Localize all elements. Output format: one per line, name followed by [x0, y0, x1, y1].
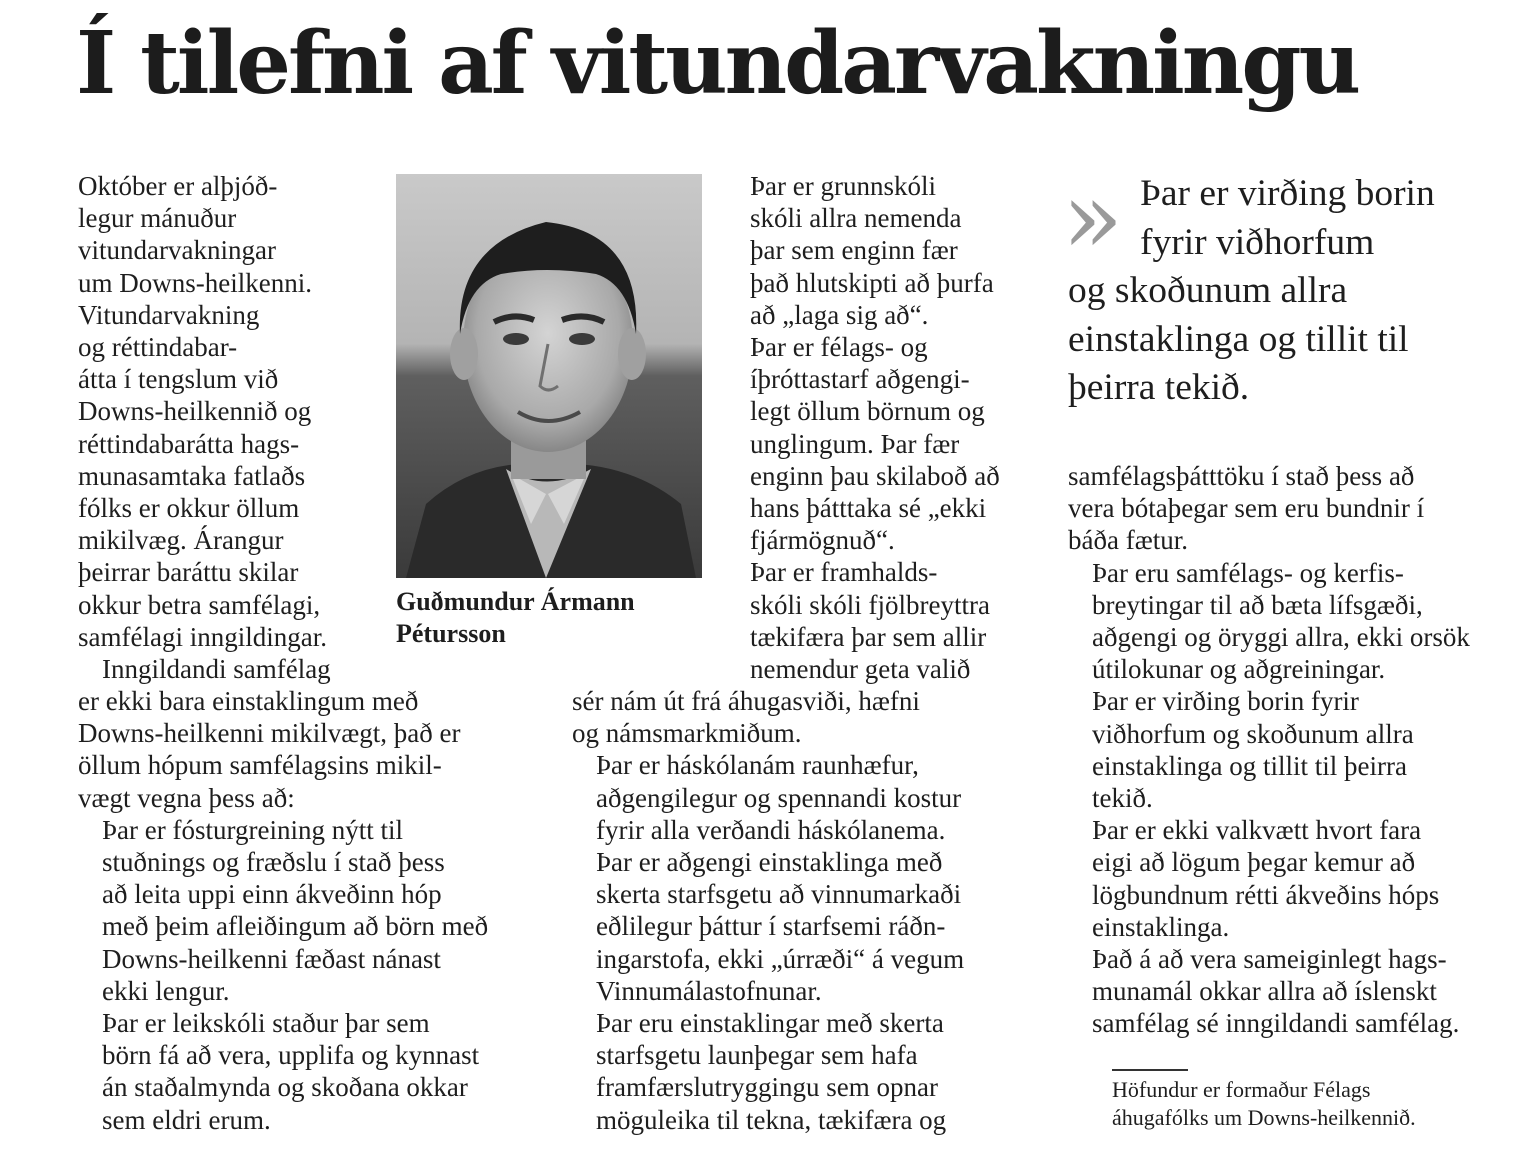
text-line: möguleika til tekna, tækifæra og	[596, 1104, 947, 1135]
text-line: um Downs-heilkenni.	[78, 267, 312, 298]
paragraph	[78, 814, 548, 1007]
text-line: framfærslutryggingu sem opnar	[596, 1072, 938, 1103]
paragraph	[1068, 943, 1528, 1040]
text-line: lögbundnum rétti ákveðins hóps	[1092, 879, 1440, 910]
text-line: unglingum. Þar fær	[750, 428, 960, 459]
column1-intro	[78, 170, 378, 685]
text-line: Október er alþjóð-	[78, 171, 278, 201]
paragraph	[78, 685, 548, 814]
paragraph	[726, 556, 1046, 685]
text-line: án staðalmynda og skoðana okkar	[102, 1072, 468, 1103]
text-line: Þar er virðing borin fyrir	[1092, 686, 1359, 717]
text-line: samfélagsþátttöku í stað þess að	[1068, 461, 1415, 491]
text-line: sér nám út frá áhugasviði, hæfni	[572, 686, 920, 716]
paragraph	[1068, 460, 1528, 557]
text-line: Þar eru einstaklingar með skerta	[596, 1008, 944, 1039]
text-line: mikilvæg. Árangur	[78, 525, 284, 556]
text-line: eigi að lögum þegar kemur að	[1092, 847, 1416, 878]
paragraph	[726, 331, 1046, 556]
text-line: stuðnings og fræðslu í stað þess	[102, 847, 445, 878]
text-line: nemendur geta valið	[750, 654, 971, 685]
text-line: Þar er félags- og	[750, 332, 928, 363]
text-line: og námsmarkmiðum.	[572, 718, 802, 749]
text-line: ingarstofa, ekki „úrræði“ á vegum	[596, 943, 965, 974]
text-line: öllum hópum samfélagsins mikil-	[78, 750, 442, 781]
paragraph	[78, 653, 378, 685]
text-line: tækifæra þar sem allir	[750, 621, 987, 652]
text-line: börn fá að vera, upplifa og kynnast	[102, 1040, 480, 1071]
text-line: að „laga sig að“.	[750, 299, 929, 330]
headline: Í tilefni af vitundarvakningu	[76, 13, 1358, 114]
caption-line: Pétursson	[396, 619, 506, 648]
quote-mark-icon: »	[1062, 159, 1102, 276]
text-line: fyrir alla verðandi háskólanema.	[596, 814, 946, 845]
text-line: átta í tengslum við	[78, 364, 279, 395]
text-line: Þar er ekki valkvætt hvort fara	[1092, 815, 1422, 846]
text-line: Þar eru samfélags- og kerfis-	[1092, 557, 1404, 588]
paragraph	[1068, 557, 1528, 686]
text-line: samfélag sé inngildandi samfélag.	[1092, 1008, 1460, 1039]
text-line: Vitundarvakning	[78, 299, 260, 330]
text-line: hans þátttaka sé „ekki	[750, 493, 987, 524]
text-line: legt öllum börnum og	[750, 396, 985, 427]
paragraph	[572, 685, 1042, 749]
text-line: Inngildandi samfélag	[102, 654, 331, 685]
signature-divider	[1112, 1069, 1188, 1071]
text-line: Þar er fósturgreining nýtt til	[102, 814, 403, 845]
paragraph	[572, 749, 1042, 846]
text-line: þeirrar baráttu skilar	[78, 557, 299, 588]
caption-line: Guðmundur Ármann	[396, 587, 635, 616]
text-line: Þar er háskólanám raunhæfur,	[596, 750, 919, 781]
pull-quote-line: Þar er virðing borin	[1140, 173, 1435, 214]
pull-quote-line: einstaklinga og tillit til	[1068, 318, 1409, 360]
paragraph	[78, 1007, 548, 1136]
signature-line: Höfundur er formaður Félags	[1112, 1077, 1371, 1102]
text-line: Það á að vera sameiginlegt hags-	[1092, 944, 1447, 975]
text-line: skerta starfsgetu að vinnumarkaði	[596, 879, 962, 910]
column1-body	[78, 685, 548, 1136]
text-line: Þar er leikskóli staður þar sem	[102, 1008, 430, 1039]
text-line: Þar er framhalds-	[750, 557, 938, 588]
text-line: fjármögnuð“.	[750, 525, 895, 556]
author-caption	[396, 586, 716, 650]
paragraph	[1068, 685, 1528, 814]
paragraph	[572, 1007, 1042, 1136]
text-line: samfélagi inngildingar.	[78, 621, 327, 652]
text-line: að leita uppi einn ákveðinn hóp	[102, 879, 442, 910]
text-line: skóli allra nemenda	[750, 203, 962, 234]
author-photo	[396, 174, 702, 578]
text-line: útilokunar og aðgreiningar.	[1092, 654, 1386, 685]
text-line: viðhorfum og skoðunum allra	[1092, 718, 1414, 749]
text-line: munasamtaka fatlaðs	[78, 460, 306, 491]
text-line: sem eldri erum.	[102, 1104, 271, 1135]
text-line: ekki lengur.	[102, 975, 230, 1006]
text-line: Downs-heilkennið og	[78, 396, 312, 427]
text-line: starfsgetu launþegar sem hafa	[596, 1040, 918, 1071]
text-line: fólks er okkur öllum	[78, 493, 300, 524]
pull-quote	[1068, 170, 1528, 413]
text-line: vera bótaþegar sem eru bundnir í	[1068, 493, 1425, 524]
pull-quote-line: þeirra tekið.	[1068, 367, 1250, 408]
author-portrait-image	[396, 174, 702, 578]
text-line: Þar er aðgengi einstaklinga með	[596, 847, 943, 878]
text-line: þar sem enginn fær	[750, 235, 958, 266]
text-line: er ekki bara einstaklingum með	[78, 686, 419, 716]
paragraph	[1068, 814, 1528, 943]
text-line: breytingar til að bæta lífsgæði,	[1092, 589, 1423, 620]
text-line: munamál okkar allra að íslenskt	[1092, 976, 1437, 1007]
text-line: það hlutskipti að þurfa	[750, 267, 994, 298]
author-signature	[1112, 1076, 1532, 1132]
paragraph	[78, 170, 378, 653]
text-line: Vinnumálastofnunar.	[596, 975, 822, 1006]
text-line: með þeim afleiðingum að börn með	[102, 911, 489, 942]
text-line: tekið.	[1092, 783, 1153, 814]
text-line: aðgengi og öryggi allra, ekki orsök	[1092, 622, 1470, 653]
text-line: vitundarvakningar	[78, 235, 276, 266]
text-line: vægt vegna þess að:	[78, 782, 295, 813]
text-line: Þar er grunnskóli	[750, 171, 936, 201]
text-line: og réttindabar-	[78, 332, 238, 363]
text-line: Downs-heilkenni mikilvægt, það er	[78, 718, 461, 749]
paragraph	[572, 846, 1042, 1007]
column3-body	[1068, 460, 1528, 1040]
text-line: einstaklinga og tillit til þeirra	[1092, 750, 1407, 781]
paragraph	[726, 170, 1046, 331]
text-line: enginn þau skilaboð að	[750, 460, 1000, 491]
text-line: Downs-heilkenni fæðast nánast	[102, 943, 441, 974]
text-line: einstaklinga.	[1092, 911, 1230, 942]
text-line: báða fætur.	[1068, 525, 1188, 556]
text-line: íþróttastarf aðgengi-	[750, 364, 970, 395]
text-line: skóli skóli fjölbreyttra	[750, 589, 990, 620]
text-line: okkur betra samfélagi,	[78, 589, 321, 620]
pull-quote-line: fyrir viðhorfum	[1140, 221, 1375, 263]
signature-line: áhugafólks um Downs-heilkennið.	[1112, 1105, 1416, 1130]
text-line: réttindabarátta hags-	[78, 428, 300, 459]
column2-intro	[726, 170, 1046, 685]
pull-quote-line: og skoðunum allra	[1068, 270, 1348, 311]
text-line: aðgengilegur og spennandi kostur	[596, 782, 962, 813]
text-line: eðlilegur þáttur í starfsemi ráðn-	[596, 911, 946, 942]
column2-body	[572, 685, 1042, 1136]
text-line: legur mánuður	[78, 203, 237, 234]
